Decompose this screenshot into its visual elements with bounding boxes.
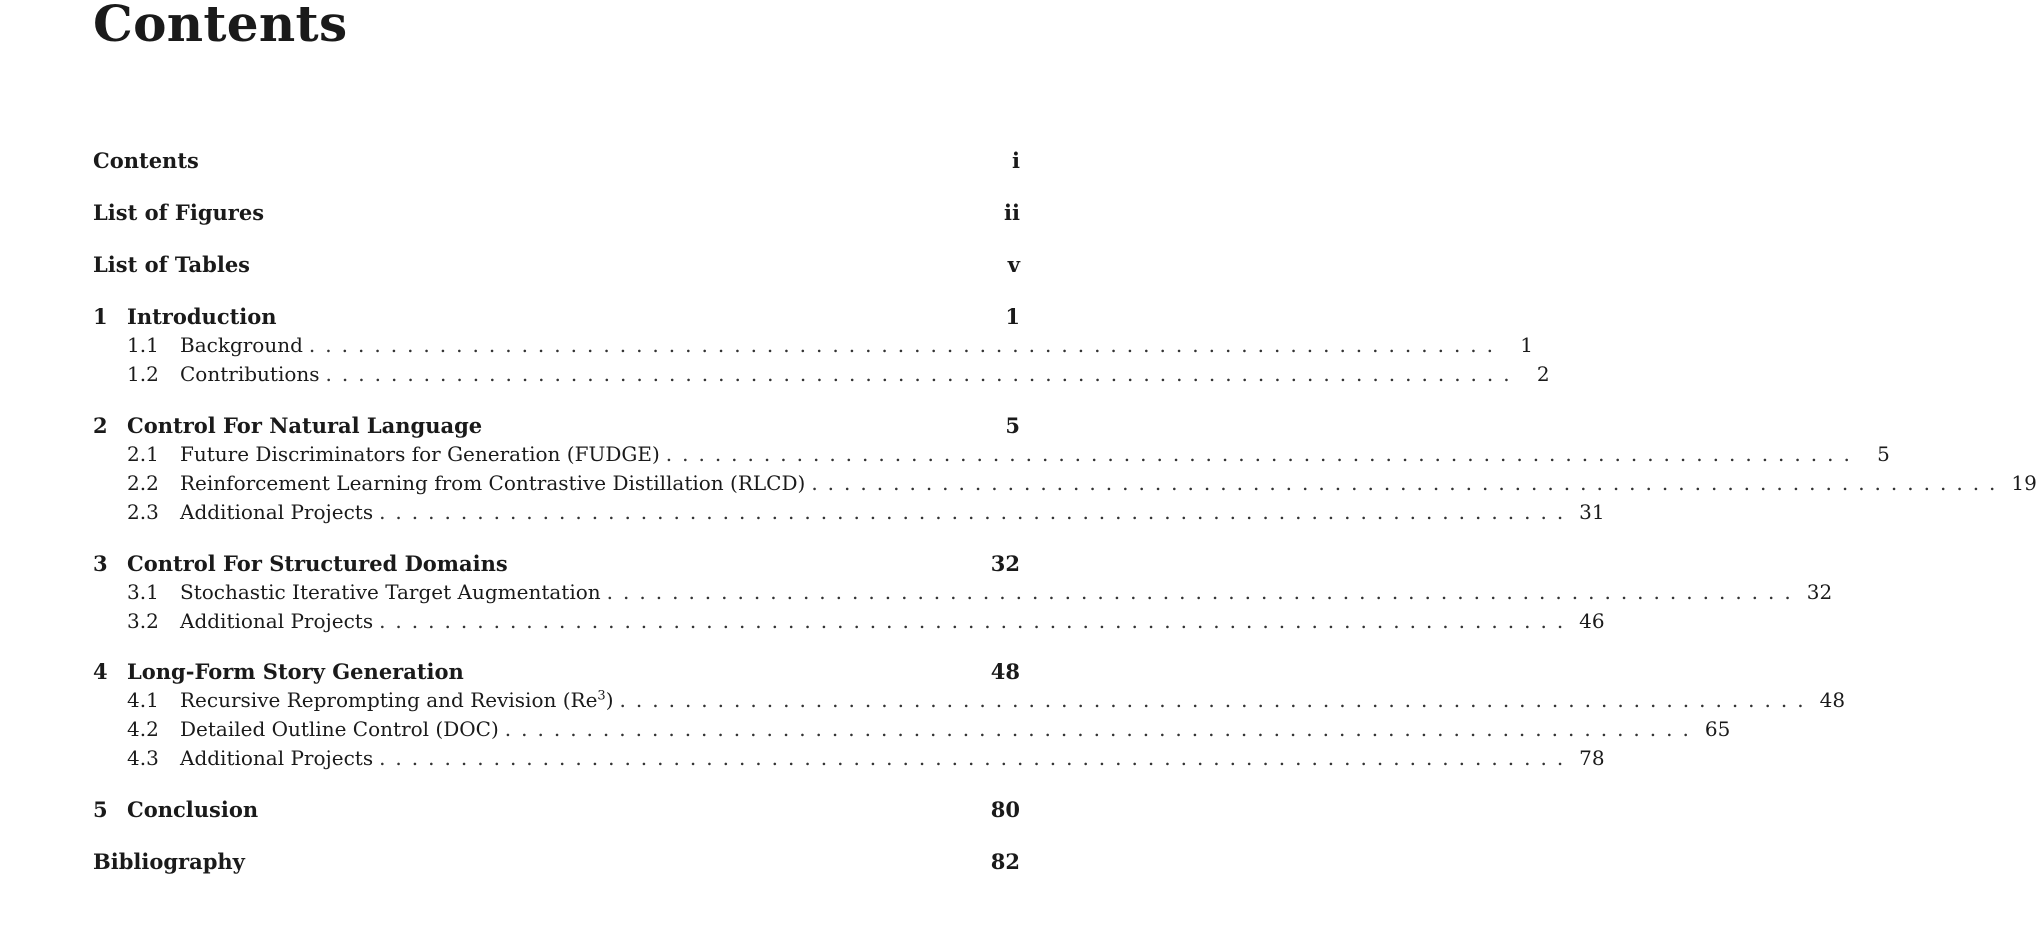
toc-entry-page: 1 — [1520, 333, 1534, 357]
toc-section-doc[interactable] — [93, 717, 1731, 745]
toc-entry-title: Detailed Outline Control (DOC) — [180, 717, 499, 741]
toc-entry-page: 1 — [1005, 304, 1020, 329]
toc-section-additional-projects[interactable] — [93, 500, 1605, 528]
toc-chapter-control-structured-domains[interactable] — [93, 551, 1020, 579]
toc-entry-page: 78 — [1579, 746, 1605, 770]
toc-entry-title: Introduction — [127, 304, 277, 329]
toc-entry-page: 19 — [2011, 471, 2037, 495]
toc-section-number: 1.2 — [127, 362, 159, 386]
toc-entry-page: 80 — [990, 797, 1020, 822]
toc-chapter-number: 4 — [93, 659, 108, 684]
toc-chapter-long-form-story[interactable] — [93, 659, 1020, 687]
toc-chapter-number: 5 — [93, 797, 108, 822]
toc-chapter-control-natural-language[interactable] — [93, 413, 1020, 441]
toc-entry-page: 48 — [990, 659, 1020, 684]
toc-entry-title: Additional Projects — [180, 746, 374, 770]
toc-entry-contents[interactable] — [93, 148, 1020, 176]
toc-entry-title: List of Figures — [93, 200, 265, 225]
toc-chapter-number: 2 — [93, 413, 108, 438]
toc-section-number: 3.2 — [127, 609, 159, 633]
toc-entry-title: Additional Projects — [180, 500, 374, 524]
toc-entry-page: 82 — [990, 849, 1020, 874]
toc-entry-title-end: ) — [605, 688, 614, 712]
toc-section-number: 4.1 — [127, 688, 159, 712]
toc-section-additional-projects[interactable] — [93, 609, 1605, 637]
toc-chapter-conclusion[interactable] — [93, 797, 1020, 825]
toc-entry-page: 5 — [1005, 413, 1020, 438]
toc-entry-title: Control For Structured Domains — [127, 551, 508, 576]
toc-section-stochastic-iterative[interactable] — [93, 580, 1833, 608]
toc-section-number: 2.2 — [127, 471, 159, 495]
toc-section-contributions[interactable] — [93, 362, 1550, 390]
toc-section-number: 2.3 — [127, 500, 159, 524]
toc-entry-title: Future Discriminators for Generation (FUDGE) — [180, 442, 660, 466]
toc-section-additional-projects[interactable] — [93, 746, 1605, 774]
toc-entry-title: Background — [180, 333, 303, 357]
toc-entry-title: Stochastic Iterative Target Augmentation — [180, 580, 601, 604]
toc-entry-page: 31 — [1579, 500, 1605, 524]
toc-dot-leader: ......................................................................... — [325, 362, 1520, 386]
toc-dot-leader: ......................................................................... — [308, 333, 1504, 357]
toc-section-number: 3.1 — [127, 580, 159, 604]
toc-entry-title: Additional Projects — [180, 609, 374, 633]
toc-section-number: 2.1 — [127, 442, 159, 466]
toc-section-fudge[interactable] — [93, 442, 1890, 470]
toc-entry-page: 48 — [1819, 688, 1846, 712]
toc-section-number: 4.2 — [127, 717, 159, 741]
toc-entry-page: v — [1007, 252, 1020, 277]
toc-entry-list-of-tables[interactable] — [93, 252, 1020, 280]
toc-entry-title: Long-Form Story Generation — [127, 659, 464, 684]
toc-dot-leader: ......................................................................... — [619, 688, 1814, 712]
toc-dot-leader: ......................................................................... — [665, 442, 1860, 466]
toc-dot-leader: ......................................................................... — [379, 609, 1574, 633]
toc-entry-title-text: Recursive Reprompting and Revision (Re — [180, 688, 598, 712]
toc-section-re3[interactable] — [93, 688, 1846, 716]
toc-dot-leader: ......................................................................... — [379, 746, 1574, 770]
toc-section-number: 4.3 — [127, 746, 159, 770]
page-title: Contents — [93, 0, 348, 53]
toc-chapter-number: 3 — [93, 551, 108, 576]
toc-entry-page: i — [1012, 148, 1020, 173]
toc-entry-title: Contributions — [180, 362, 320, 386]
toc-dot-leader: ......................................................................... — [606, 580, 1801, 604]
toc-entry-bibliography[interactable] — [93, 849, 1020, 877]
toc-section-background[interactable] — [93, 333, 1534, 361]
toc-entry-page: ii — [1004, 200, 1020, 225]
toc-entry-page: 32 — [1806, 580, 1833, 604]
toc-entry-page: 5 — [1877, 442, 1890, 466]
toc-dot-leader: ......................................................................... — [379, 500, 1574, 524]
toc-entry-title: Reinforcement Learning from Contrastive Distillation (RLCD) — [180, 471, 806, 495]
toc-chapter-number: 1 — [93, 304, 108, 329]
toc-entry-page: 65 — [1704, 717, 1731, 741]
toc-entry-page: 46 — [1579, 609, 1605, 633]
toc-entry-page: 32 — [990, 551, 1020, 576]
toc-entry-title: Contents — [93, 148, 199, 173]
toc-entry-title — [180, 688, 614, 712]
toc-dot-leader: ......................................................................... — [811, 471, 2006, 495]
toc-entry-title: Control For Natural Language — [127, 413, 483, 438]
toc-section-number: 1.1 — [127, 333, 159, 357]
toc-entry-title: Bibliography — [93, 849, 245, 874]
toc-section-rlcd[interactable] — [93, 471, 2037, 499]
toc-entry-title: Conclusion — [127, 797, 259, 822]
toc-chapter-introduction[interactable] — [93, 304, 1020, 332]
toc-dot-leader: ......................................................................... — [504, 717, 1699, 741]
toc-entry-page: 2 — [1536, 362, 1550, 386]
toc-entry-title: List of Tables — [93, 252, 250, 277]
toc-entry-title-superscript: 3 — [597, 688, 606, 704]
toc-entry-list-of-figures[interactable] — [93, 200, 1020, 228]
